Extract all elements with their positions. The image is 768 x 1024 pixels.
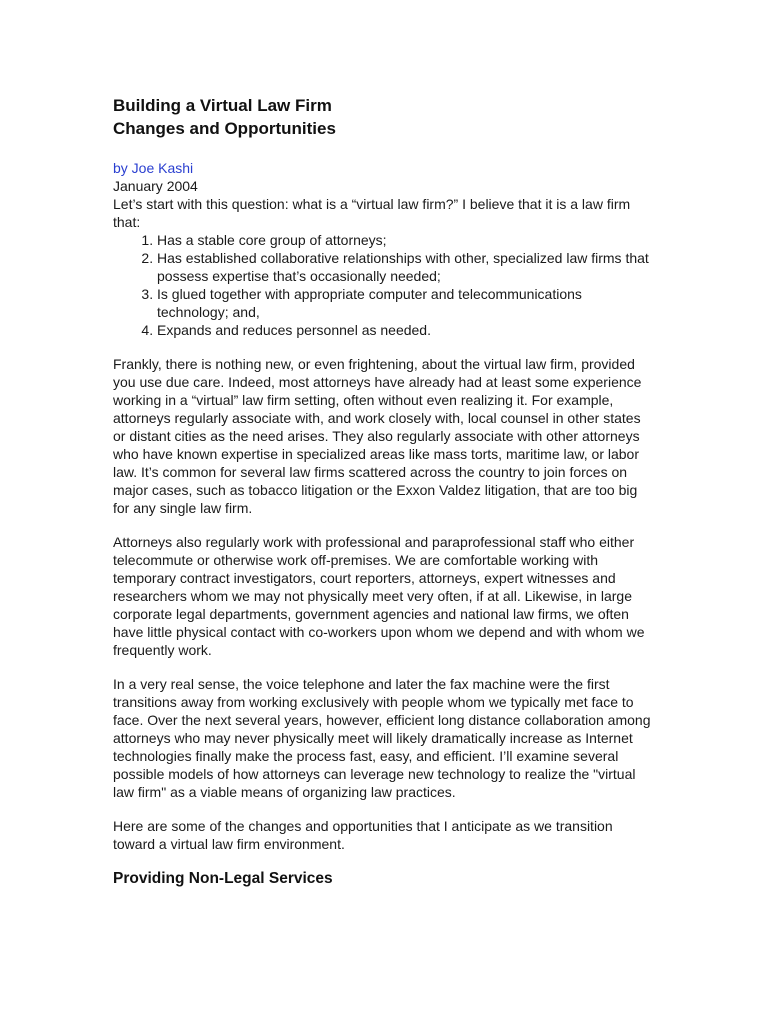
list-item: 1. Has a stable core group of attorneys; — [157, 231, 653, 249]
title-line-1: Building a Virtual Law Firm — [113, 96, 332, 115]
body-paragraph: Frankly, there is nothing new, or even frightening, about the virtual law firm, provided you use due care. Indeed, most attorneys have already had at least some experience working in a “virtual” law firm setting, often without even realizing it. For example, attorneys regularly associate with, and work closely with, local counsel in other states or distant cities as the need arises. They also regularly associate with other attorneys who have known expertise in specialized areas like mass torts, maritime law, or labor law. It’s common for several law firms scattered across the country to join forces on major cases, such as tobacco litigation or the Exxon Valdez litigation, that are too big for any single law firm. — [113, 356, 642, 516]
article-meta — [113, 159, 653, 195]
author-byline: by Joe Kashi — [113, 160, 194, 176]
list-item: 3. Is glued together with appropriate computer and telecommunications technology; and, — [157, 285, 653, 321]
section-heading: Providing Non-Legal Services — [113, 870, 333, 887]
article-title — [113, 94, 653, 140]
list-item: 2. Has established collaborative relationships with other, specialized law firms that possess expertise that’s occasionally needed; — [157, 249, 653, 285]
criteria-list — [113, 231, 653, 339]
body-paragraph: Attorneys also regularly work with professional and paraprofessional staff who either telecommute or otherwise work off-premises. We are comfortable working with temporary contract investigators, court reporters, attorneys, expert witnesses and researchers whom we may not physically meet very often, if at all. Likewise, in large corporate legal departments, government agencies and national law firms, we often have little physical contact with co-workers upon whom we depend and with whom we frequently work. — [113, 534, 645, 658]
list-item: 4. Expands and reduces personnel as needed. — [157, 321, 653, 339]
body-paragraph: Here are some of the changes and opportunities that I anticipate as we transition toward a virtual law firm environment. — [113, 818, 613, 852]
intro-paragraph: Let’s start with this question: what is a “virtual law firm?” I believe that it is a law firm that: — [113, 196, 631, 230]
document-page — [113, 94, 653, 889]
title-line-2: Changes and Opportunities — [113, 119, 336, 138]
publication-date: January 2004 — [113, 178, 198, 194]
body-paragraph: In a very real sense, the voice telephone and later the fax machine were the first transitions away from working exclusively with people whom we typically met face to face. Over the next several years, however, efficient long distance collaboration among attorneys who may never physically meet will likely dramatically increase as Internet technologies finally make the process fast, easy, and efficient. I’ll examine several possible models of how attorneys can leverage new technology to realize the "virtual law firm" as a viable means of organizing law practices. — [113, 676, 651, 800]
